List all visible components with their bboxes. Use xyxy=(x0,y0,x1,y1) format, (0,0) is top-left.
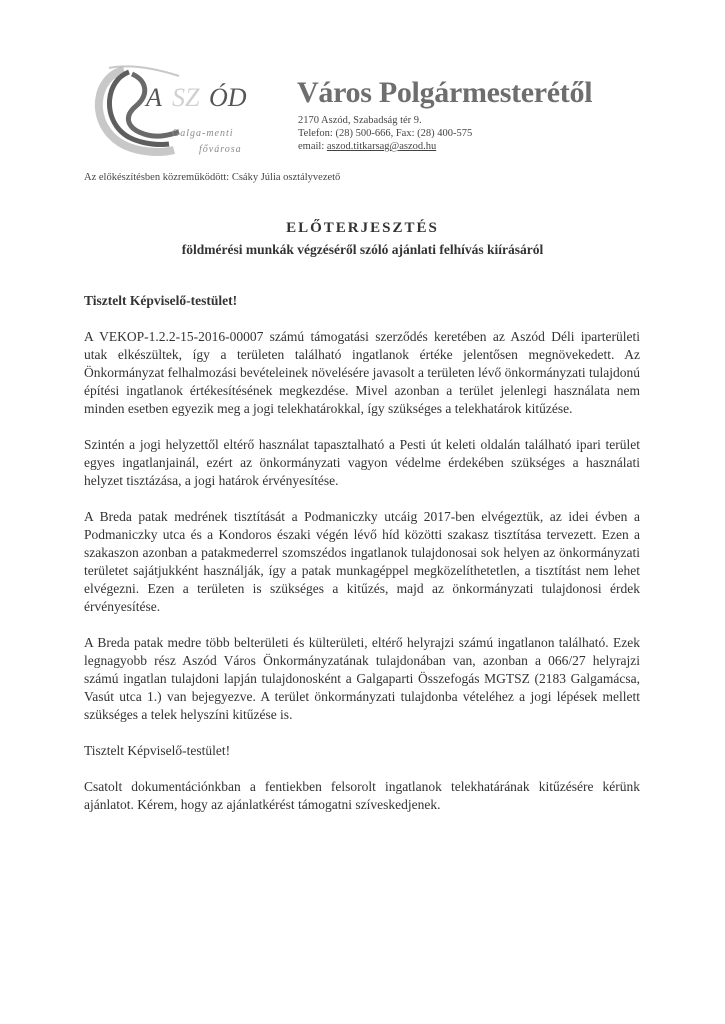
aszod-logo-icon xyxy=(84,62,284,162)
svg-text:A: A xyxy=(146,83,162,112)
logo-subtitle-2: fővárosa xyxy=(199,144,242,155)
letterhead-contact xyxy=(298,114,472,153)
document-body xyxy=(84,292,640,832)
phone-fax: Telefon: (28) 500-666, Fax: (28) 400-575 xyxy=(298,128,473,139)
paragraph: Szintén a jogi helyzettől eltérő használat tapasztalható a Pesti út keleti oldalán található ipari terület egyes ingatlanjainál, ezért az önkormányzati vagyon védelme érdekében szükséges a használati helyzet tisztázása, a jogi határok érvényesítése. xyxy=(84,437,640,488)
paragraph: A Breda patak medrének tisztítását a Podmaniczky utcáig 2017-ben elvégeztük, az idei évben a Podmaniczky utca és a Kondoros északi végén lévő híd közötti szakasz tisztítása tervezett. Ezen a szakaszon azonban a patakmederrel szomszédos ingatlanok tulajdonosai sok helyen az önkormányzati területet sajátjukként használják, így a patak munkagéppel megközelíthetetlen, a tisztítást nem lehet elvégezni. Ezen a területen is szükséges a kitűzés, majd az önkormányzati tulajdonosi érdek érvényesítése. xyxy=(84,509,640,614)
svg-text:SZ: SZ xyxy=(172,83,200,112)
paragraph: A Breda patak medre több belterületi és külterületi, eltérő helyrajzi számú ingatlanon található. Ezek legnagyobb rész Aszód Város Önkormányzatának tulajdonában van, azonban a 066/27 helyrajzi számú ingatlan tulajdoni lapján tulajdonosként a Galgaparti Összefogás MGTSZ (2183 Galgamácsa, Vasút utca 1.) van bejegyezve. A terület önkormányzati tulajdonba vételéhez a jogi lépések mellett szükséges a telek helyszíni kitűzése is. xyxy=(84,635,640,722)
document-subtitle: földmérési munkák végzéséről szóló ajánlati felhívás kiírásáról xyxy=(181,242,544,257)
paragraph: A VEKOP-1.2.2-15-2016-00007 számú támogatási szerződés keretében az Aszód Déli iparterületi utak elkészültek, így a területen található ingatlanok értéke jelentősen megnövekedett. Az Önkormányzat felhalmozási bevételeinek növelésére javasolt a területen lévő önkormányzati tulajdonú építési ingatlanok értékesítésének megkezdése. Mivel azonban a terület jelenlegi használata nem minden esetben egyezik meg a jogi telekhatárokkal, így szükséges a telekhatárok kitűzése. xyxy=(84,329,640,416)
closing-paragraph: Csatolt dokumentációnkban a fentiekben felsorolt ingatlanok telekhatárának kitűzésére kérünk ajánlatot. Kérem, hogy az ajánlatkérést támogatni szíveskedjenek. xyxy=(84,779,640,812)
svg-text:ÓD: ÓD xyxy=(209,83,247,112)
closing-salutation: Tisztelt Képviselő-testület! xyxy=(84,743,231,758)
town-logo xyxy=(84,62,284,162)
email-line xyxy=(298,140,472,153)
logo-subtitle-1: Galga-menti xyxy=(172,128,234,139)
letterhead-title: Város Polgármesterétől xyxy=(297,76,593,109)
email-label: email: xyxy=(298,141,327,152)
email-link[interactable]: aszod.titkarsag@aszod.hu xyxy=(326,141,437,152)
document-title: ELŐTERJESZTÉS xyxy=(286,220,439,236)
salutation: Tisztelt Képviselő-testület! xyxy=(84,293,238,308)
address: 2170 Aszód, Szabadság tér 9. xyxy=(298,115,422,126)
preparer-note: Az előkészítésben közreműködött: Csáky Júlia osztályvezető xyxy=(84,172,341,183)
